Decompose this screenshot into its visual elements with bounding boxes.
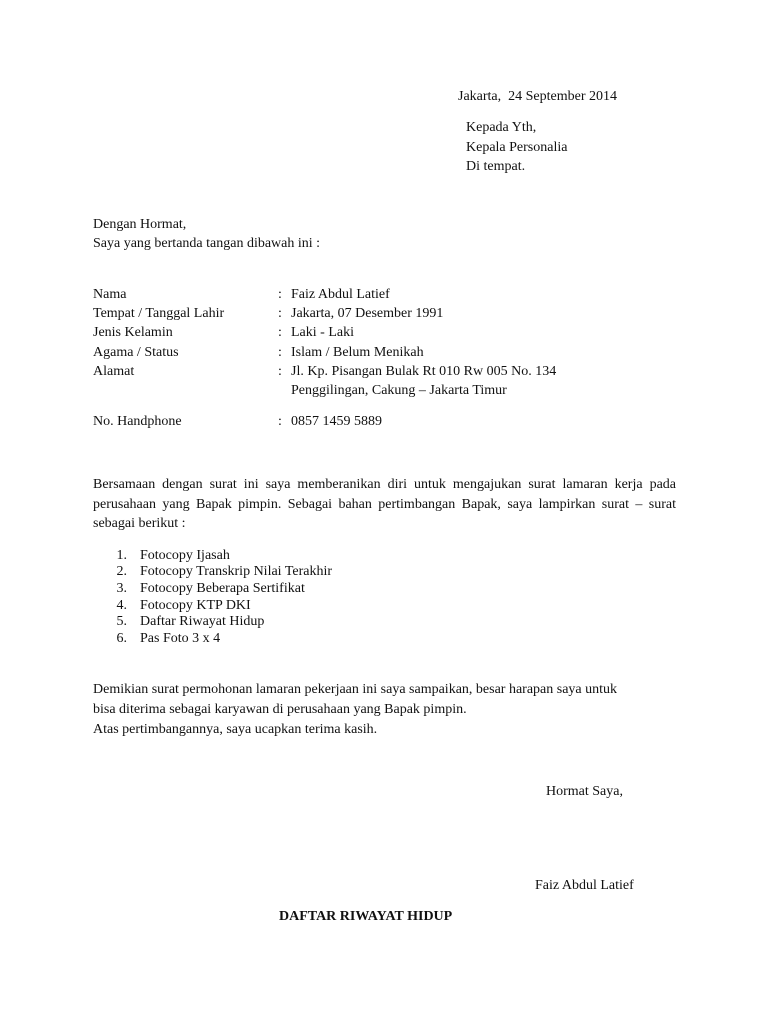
closing-line: Atas pertimbangannya, saya ucapkan terima kasih. bbox=[93, 722, 378, 737]
field-value: Jakarta, 07 Desember 1991 bbox=[291, 306, 444, 321]
recipient-line-2: Kepala Personalia bbox=[466, 140, 568, 155]
field-value: Faiz Abdul Latief bbox=[291, 287, 390, 302]
list-item-number: 5. bbox=[116, 614, 127, 629]
field-label: Alamat bbox=[93, 364, 135, 379]
field-colon: : bbox=[278, 345, 282, 360]
field-label: Nama bbox=[93, 287, 127, 302]
field-colon: : bbox=[278, 414, 282, 429]
field-label: Tempat / Tanggal Lahir bbox=[93, 306, 225, 321]
list-item-number: 6. bbox=[116, 631, 127, 646]
field-label: Agama / Status bbox=[93, 345, 179, 360]
recipient-line-1: Kepada Yth, bbox=[466, 120, 537, 135]
letter-date: Jakarta, 24 September 2014 bbox=[458, 89, 618, 104]
recipient-line-3: Di tempat. bbox=[466, 159, 526, 174]
list-item-number: 2. bbox=[116, 564, 127, 579]
list-item-text: Fotocopy Beberapa Sertifikat bbox=[140, 581, 305, 596]
list-item-text: Pas Foto 3 x 4 bbox=[140, 631, 221, 646]
field-value: Laki - Laki bbox=[291, 325, 354, 340]
body-paragraph: Bersamaan dengan surat ini saya memberanikan diri untuk mengajukan surat lamaran kerja pada perusahaan yang Bapak pimpin. Sebagai bahan pertimbangan Bapak, saya lampirkan surat – surat sebagai berikut : bbox=[93, 477, 676, 531]
list-item-number: 4. bbox=[116, 598, 127, 613]
greeting: Dengan Hormat, bbox=[93, 217, 187, 232]
intro-line: Saya yang bertanda tangan dibawah ini : bbox=[93, 236, 321, 251]
closing-line: bisa diterima sebagai karyawan di perusahaan yang Bapak pimpin. bbox=[93, 702, 467, 717]
field-value: Jl. Kp. Pisangan Bulak Rt 010 Rw 005 No. 134 bbox=[291, 364, 557, 379]
signoff: Hormat Saya, bbox=[546, 784, 623, 799]
list-item-number: 3. bbox=[116, 581, 127, 596]
field-colon: : bbox=[278, 287, 282, 302]
list-item-number: 1. bbox=[116, 548, 127, 563]
list-item-text: Fotocopy KTP DKI bbox=[140, 598, 251, 613]
field-colon: : bbox=[278, 364, 282, 379]
field-value: Penggilingan, Cakung – Jakarta Timur bbox=[291, 383, 507, 398]
closing-paragraph bbox=[93, 680, 693, 740]
field-colon: : bbox=[278, 325, 282, 340]
field-colon: : bbox=[278, 306, 282, 321]
closing-line: Demikian surat permohonan lamaran pekerjaan ini saya sampaikan, besar harapan saya untuk bbox=[93, 682, 618, 697]
signature-name: Faiz Abdul Latief bbox=[535, 878, 634, 893]
section-title: DAFTAR RIWAYAT HIDUP bbox=[279, 909, 453, 924]
field-value: Islam / Belum Menikah bbox=[291, 345, 424, 360]
field-label: Jenis Kelamin bbox=[93, 325, 173, 340]
field-value: 0857 1459 5889 bbox=[291, 414, 382, 429]
field-label: No. Handphone bbox=[93, 414, 182, 429]
list-item-text: Fotocopy Ijasah bbox=[140, 548, 230, 563]
list-item-text: Daftar Riwayat Hidup bbox=[140, 614, 265, 629]
list-item-text: Fotocopy Transkrip Nilai Terakhir bbox=[140, 564, 333, 579]
